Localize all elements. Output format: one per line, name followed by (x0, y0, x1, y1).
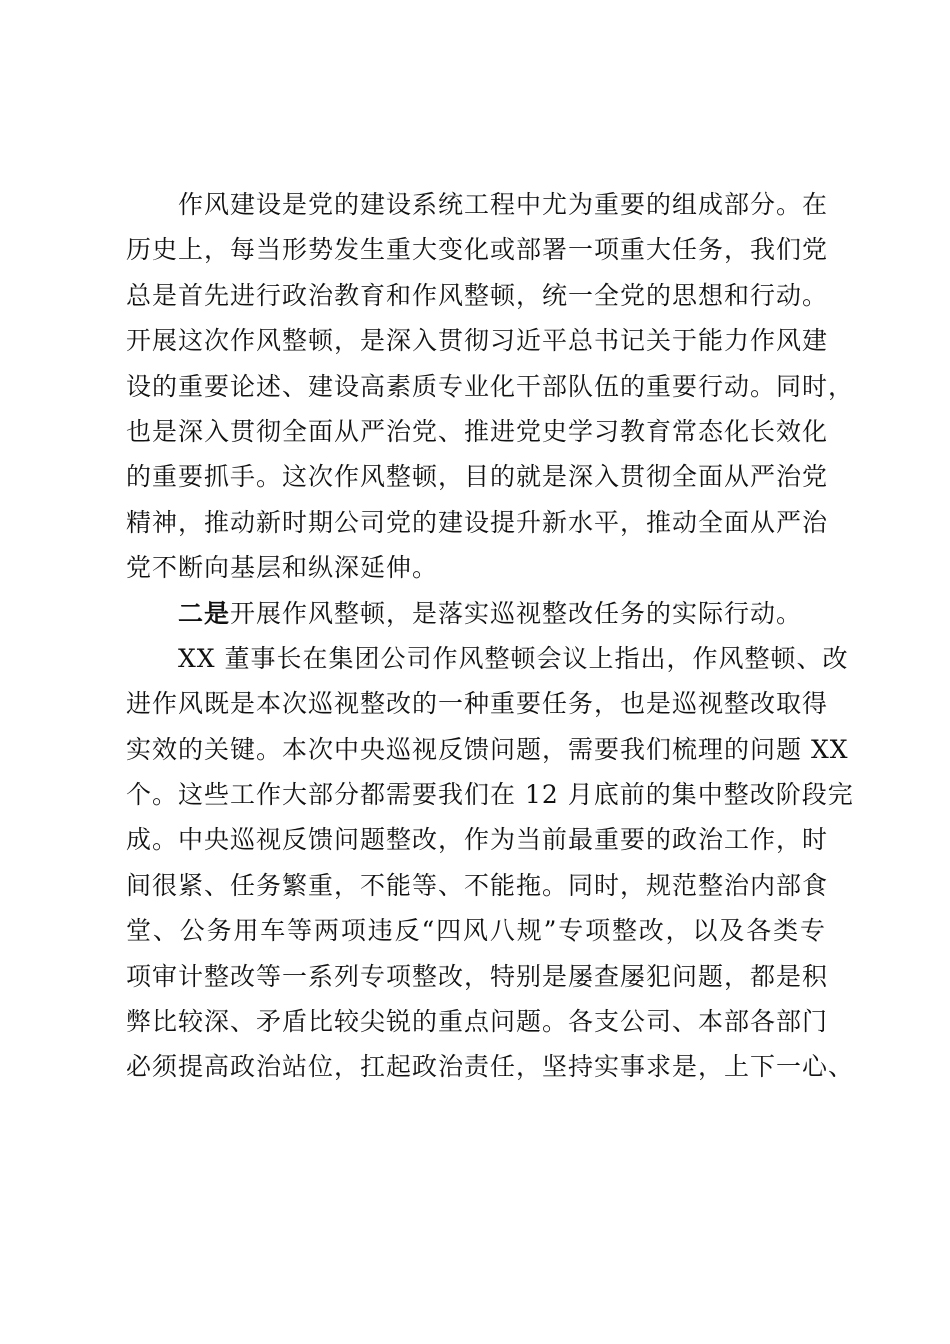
text-line: 总是首先进行政治教育和作风整顿，统一全党的思想和行动。 (126, 280, 829, 310)
text-line: 开展这次作风整顿，是深入贯彻习近平总书记关于能力作风建 (126, 326, 829, 356)
text-line: 必须提高政治站位，扛起政治责任，坚持实事求是，上下一心、 (126, 1052, 855, 1082)
text-line: 作风建设是党的建设系统工程中尤为重要的组成部分。在 (178, 190, 829, 219)
text-line: 的重要抓手。这次作风整顿，目的就是深入贯彻全面从严治党 (126, 462, 829, 492)
text-line: 精神，推动新时期公司党的建设提升新水平，推动全面从严治 (126, 507, 829, 537)
paragraph-party-style-building (126, 182, 855, 591)
text-line: 堂、公务用车等两项违反“四风八规”专项整改，以及各类专 (126, 916, 826, 946)
text-line: 实效的关键。本次中央巡视反馈问题，需要我们梳理的问题 XX (126, 734, 849, 764)
heading-bold-prefix: 二是 (178, 598, 231, 628)
text-line: XX 董事长在集团公司作风整顿会议上指出，作风整顿、改 (178, 643, 849, 673)
text-line: 弊比较深、矛盾比较尖锐的重点问题。各支公司、本部各部门 (126, 1007, 829, 1037)
text-line: 项审计整改等一系列专项整改，特别是屡查屡犯问题，都是积 (126, 961, 829, 991)
heading-text: 开展作风整顿，是落实巡视整改任务的实际行动。 (230, 598, 803, 628)
section-heading (126, 591, 826, 636)
text-line: 历史上，每当形势发生重大变化或部署一项重大任务，我们党 (126, 235, 829, 265)
text-line: 成。中央巡视反馈问题整改，作为当前最重要的政治工作，时 (126, 825, 829, 855)
text-line: 党不断向基层和纵深延伸。 (126, 553, 439, 583)
text-line: 也是深入贯彻全面从严治党、推进党史学习教育常态化长效化 (126, 416, 829, 446)
text-line: 设的重要论述、建设高素质专业化干部队伍的重要行动。同时， (126, 371, 855, 401)
text-line: 间很紧、任务繁重，不能等、不能拖。同时，规范整治内部食 (126, 870, 829, 900)
paragraph-inspection-rectification (126, 636, 855, 1090)
text-line: 进作风既是本次巡视整改的一种重要任务，也是巡视整改取得 (126, 689, 829, 719)
document-body (126, 182, 855, 1090)
text-line: 个。这些工作大部分都需要我们在 12 月底前的集中整改阶段完 (126, 780, 854, 810)
